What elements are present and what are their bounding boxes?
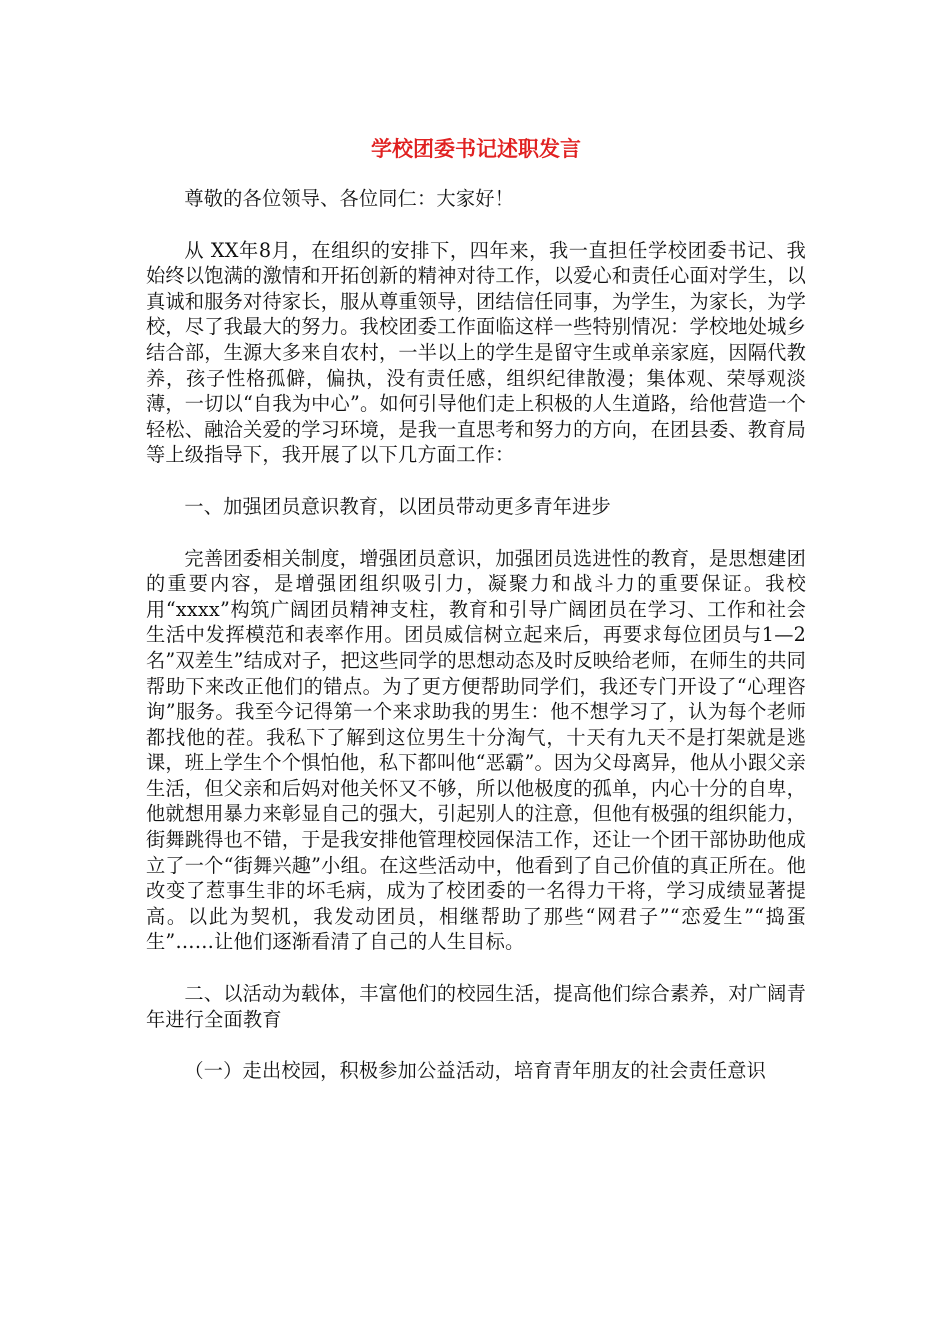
body-paragraph-intro: 从 XX年8月，在组织的安排下，四年来，我一直担任学校团委书记、我始终以饱满的激情和开拓创新的精神对待工作，以爱心和责任心面对学生，以真诚和服务对待家长，服从尊重领导，团结信任同事，为学生，为家长，为学校，尽了我最大的努力。我校团委工作面临这样一些特别情况：学校地处城乡结合部，生源大多来自农村，一半以上的学生是留守生或单亲家庭，因隔代教养，孩子性格孤僻，偏执，没有责任感，组织纪律散漫；集体观、荣辱观淡薄，一切以“自我为中心”。如何引导他们走上积极的人生道路，给他营造一个轻松、融洽关爱的学习环境，是我一直思考和努力的方向，在团县委、教育局等上级指导下，我开展了以下几方面工作： xyxy=(146,238,806,467)
document-page xyxy=(146,133,806,1084)
section-heading-2: 二、以活动为载体，丰富他们的校园生活，提高他们综合素养，对广阔青年进行全面教育 xyxy=(146,982,806,1031)
document-title: 学校团委书记述职发言 xyxy=(371,137,581,161)
subsection-heading-2-1: （一）走出校园，积极参加公益活动，培育青年朋友的社会责任意识 xyxy=(184,1059,767,1083)
greeting-paragraph: 尊敬的各位领导、各位同仁：大家好！ xyxy=(184,187,514,210)
body-paragraph-section-1: 完善团委相关制度，增强团员意识，加强团员选进性的教育，是思想建团的重要内容，是增强团组织吸引力，凝聚力和战斗力的重要保证。我校用“xxxx”构筑广阔团员精神支柱，教育和引导广阔团员在学习、工作和社会生活中发挥模范和表率作用。团员威信树立起来后，再要求每位团员与1—2名”双差生”结成对子，把这些同学的思想动态及时反映给老师，在师生的共同帮助下来改正他们的错点。为了更方便帮助同学们，我还专门开设了“心理咨询”服务。我至今记得第一个来求助我的男生：他不想学习了，认为每个老师都找他的茬。我私下了解到这位男生十分淘气，十天有九天不是打架就是逃课，班上学生个个惧怕他，私下都叫他“恶霸”。因为父母离异，他从小跟父亲生活，但父亲和后妈对他关怀又不够，所以他极度的孤单，内心十分的自卑，他就想用暴力来彰显自己的强大，引起别人的注意，但他有极强的组织能力，街舞跳得也不错，于是我安排他管理校园保洁工作，还让一个团干部协助他成立了一个“街舞兴趣”小组。在这些活动中，他看到了自己价值的真正所在。他改变了惹事生非的坏毛病，成为了校团委的一名得力干将，学习成绩显著提高。以此为契机，我发动团员，相继帮助了那些“网君子”“恋爱生”“捣蛋生”……让他们逐渐看清了自己的人生目标。 xyxy=(146,546,806,954)
section-heading-1: 一、加强团员意识教育，以团员带动更多青年进步 xyxy=(184,494,611,518)
